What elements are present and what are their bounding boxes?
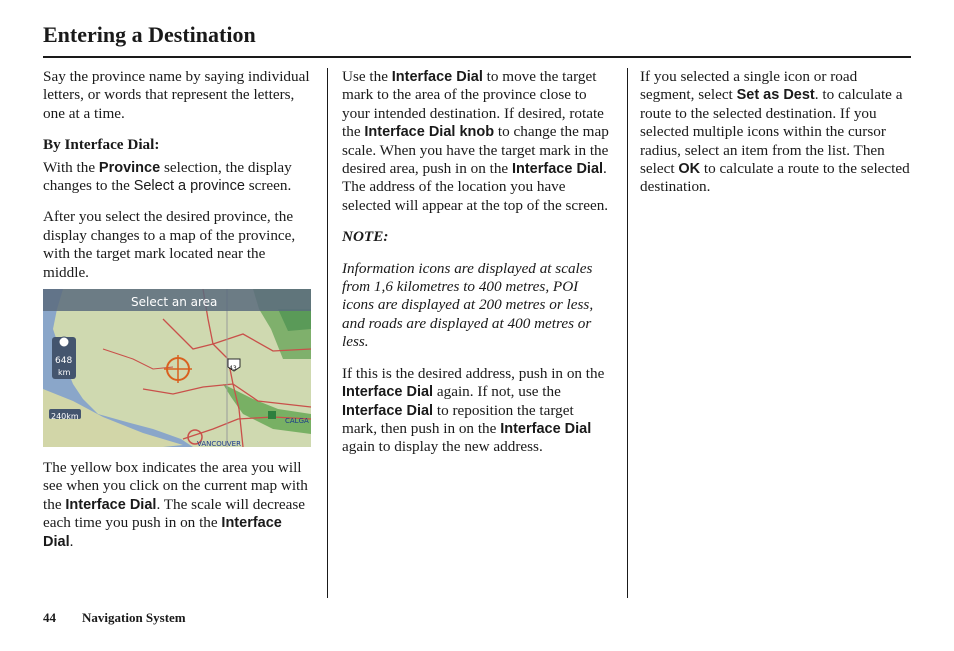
paragraph-move-target: Use the Interface Dial to move the target mark to the area of the province close to your intended destination. If desired, rotate the Interface Dial knob to change the map scale. When you have the target mark in the desired area, push in on the Interface Dial. The address of the location you have selected will appear at the top of the screen. bbox=[342, 68, 609, 214]
column-1 bbox=[43, 68, 311, 564]
paragraph-province: With the Province selection, the display changes to the Select a province screen. bbox=[43, 158, 292, 195]
page-number: 44 bbox=[43, 610, 56, 625]
paragraph-map-display: After you select the desired province, the display changes to a map of the province, with the target mark located near the middle. bbox=[43, 208, 296, 281]
screen-title: Select an area bbox=[131, 295, 218, 310]
paragraph-yellow-box: The yellow box indicates the area you will see when you click on the current map with the Interface Dial. The scale will decrease each time you push in on the Interface Dial. bbox=[43, 459, 308, 550]
title-rule bbox=[43, 56, 911, 58]
paragraph-desired-address: If this is the desired address, push in on the Interface Dial again. If not, use the Interface Dial to reposition the target mark, then push in on the Interface Dial again to display the new address. bbox=[342, 364, 605, 456]
footer-section: Navigation System bbox=[82, 610, 186, 625]
scale-bar: 240km bbox=[51, 412, 79, 422]
map-screenshot bbox=[43, 289, 311, 447]
highway-shield: 43 bbox=[229, 365, 237, 373]
subheading-interface-dial: By Interface Dial: bbox=[43, 136, 160, 154]
column-3 bbox=[640, 68, 914, 210]
note-heading: NOTE: bbox=[342, 228, 389, 246]
scale-unit: km bbox=[58, 368, 71, 378]
column-2 bbox=[342, 68, 612, 470]
scale-value: 648 bbox=[55, 356, 73, 367]
column-divider-2 bbox=[627, 68, 628, 598]
paragraph-set-destination: If you selected a single icon or road segment, select Set as Dest. to calculate a route to the selected destination. If you selected multiple icons within the cursor radius, select an item from the list. Then select OK to calculate a route to the selected destination. bbox=[640, 68, 910, 196]
note-body: Information icons are displayed at scales from 1,6 kilometres to 400 metres, POI icons are displayed at 200 metres or less, and roads are displayed at 400 metres or less. bbox=[342, 259, 594, 351]
column-divider-1 bbox=[327, 68, 328, 598]
city-label-vancouver: VANCOUVER bbox=[197, 440, 241, 448]
city-label-calgary: CALGA bbox=[285, 417, 309, 426]
page-title: Entering a Destination bbox=[43, 22, 256, 47]
paragraph-intro: Say the province name by saying individual letters, or words that represent the letters, one at a time. bbox=[43, 68, 310, 122]
